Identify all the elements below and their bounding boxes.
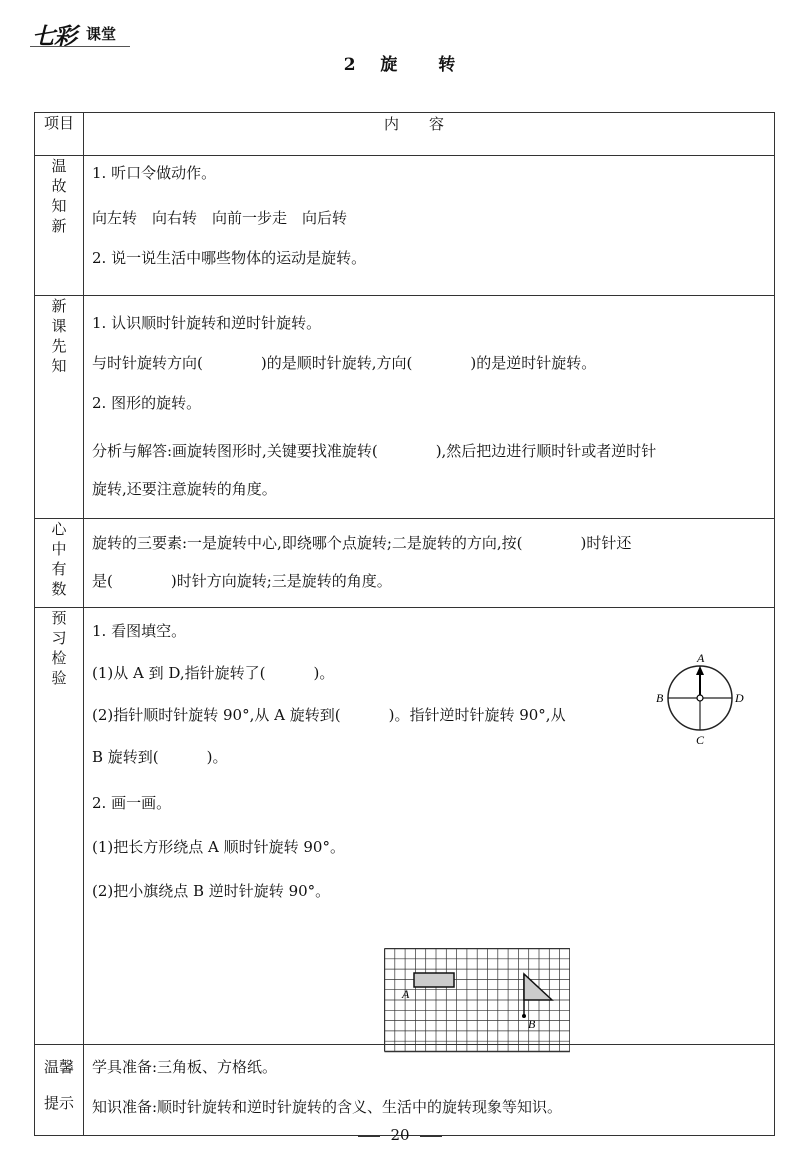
page-number-value: 20: [390, 1126, 410, 1144]
clock-label-d: D: [735, 691, 744, 705]
preview-label: 预习检验: [51, 609, 67, 687]
new-lesson-line-2c: )的是逆时针旋转。: [470, 354, 597, 372]
new-lesson-line-2: [92, 348, 766, 388]
preview-q1-3a: B 旋转到(: [92, 748, 159, 766]
grid-label-b: B: [528, 1017, 536, 1031]
key-points-line-1b: )时针还: [580, 534, 632, 552]
new-lesson-line-1: 1. 认识顺时针旋转和逆时针旋转。: [92, 314, 322, 332]
preview-q1-2a: (2)指针顺时针旋转 90°,从 A 旋转到(: [92, 706, 341, 724]
point-b: [522, 1014, 526, 1018]
review-label: 温故知新: [51, 157, 67, 235]
preview-q1-3: [92, 742, 766, 788]
brand-logo: [32, 18, 132, 48]
title-char-1: 旋: [380, 55, 399, 75]
key-points-row: [35, 519, 775, 608]
preview-q1-2b: )。指针逆时针旋转 90°,从: [388, 706, 566, 724]
header-row: [35, 113, 775, 156]
preview-q2-1: (1)把长方形绕点 A 顺时针旋转 90°。: [92, 838, 345, 856]
rectangle-shape: [414, 973, 454, 987]
key-points-line-2: [92, 566, 766, 604]
clock-label-c: C: [696, 733, 705, 747]
new-lesson-line-4: [92, 428, 766, 474]
preview-q1-1b: )。: [313, 664, 335, 682]
brand-underline: [30, 46, 130, 47]
key-points-line-2b: )时针方向旋转;三是旋转的角度。: [170, 572, 392, 590]
key-points-label: 心中有数: [51, 520, 67, 598]
brand-script: 七彩: [32, 23, 76, 50]
lesson-table: [34, 112, 775, 1136]
flag-shape: [524, 974, 552, 1000]
key-points-line-2a: 是(: [92, 572, 113, 590]
clock-center: [697, 695, 703, 701]
new-lesson-line-4b: ),然后把边进行顺时针或者逆时针: [435, 442, 657, 460]
grid-label-a: A: [402, 987, 410, 1001]
new-lesson-row: [35, 296, 775, 519]
new-lesson-label: 新课先知: [51, 297, 67, 375]
tips-line-1: 学具准备:三角板、方格纸。: [92, 1058, 278, 1076]
preview-q1-1a: (1)从 A 到 D,指针旋转了(: [92, 664, 266, 682]
clock-label-a: A: [697, 651, 705, 665]
header-content: 内容: [84, 113, 775, 156]
clock-diagram: [654, 648, 754, 748]
tips-label-1: 温馨: [43, 1058, 74, 1076]
review-row: [35, 156, 775, 296]
grid-diagram: [384, 948, 570, 1058]
new-lesson-line-4a: 分析与解答:画旋转图形时,关键要找准旋转(: [92, 442, 378, 460]
brand-suffix: 课堂: [86, 25, 117, 43]
new-lesson-line-3: 2. 图形的旋转。: [92, 394, 202, 412]
new-lesson-line-2a: 与时针旋转方向(: [92, 354, 203, 372]
title-char-2: 转: [438, 55, 457, 75]
new-lesson-line-5: 旋转,还要注意旋转的角度。: [92, 480, 277, 498]
pointer-arrowhead-icon: [696, 666, 704, 675]
tips-label-2: 提示: [43, 1094, 74, 1112]
review-line-3: 2. 说一说生活中哪些物体的运动是旋转。: [92, 249, 367, 267]
header-project: 项目: [35, 113, 84, 156]
preview-q1: 1. 看图填空。: [92, 622, 187, 640]
preview-q1-3b: )。: [206, 748, 228, 766]
tips-row: [35, 1045, 775, 1136]
preview-q2: 2. 画一画。: [92, 794, 172, 812]
page-number: [0, 1126, 800, 1144]
preview-row: [35, 608, 775, 1045]
clock-label-b: B: [656, 691, 664, 705]
tips-line-2: 知识准备:顺时针旋转和逆时针旋转的含义、生活中的旋转现象等知识。: [92, 1098, 563, 1116]
lesson-number: 2: [343, 55, 357, 75]
review-line-1: 1. 听口令做动作。: [92, 164, 217, 182]
review-line-2: 向左转 向右转 向前一步走 向后转: [92, 209, 348, 227]
key-points-line-1: [92, 528, 766, 566]
page-title: [0, 50, 800, 75]
new-lesson-line-2b: )的是顺时针旋转,方向(: [260, 354, 413, 372]
preview-q2-2: (2)把小旗绕点 B 逆时针旋转 90°。: [92, 882, 331, 900]
key-points-line-1a: 旋转的三要素:一是旋转中心,即绕哪个点旋转;二是旋转的方向,按(: [92, 534, 523, 552]
